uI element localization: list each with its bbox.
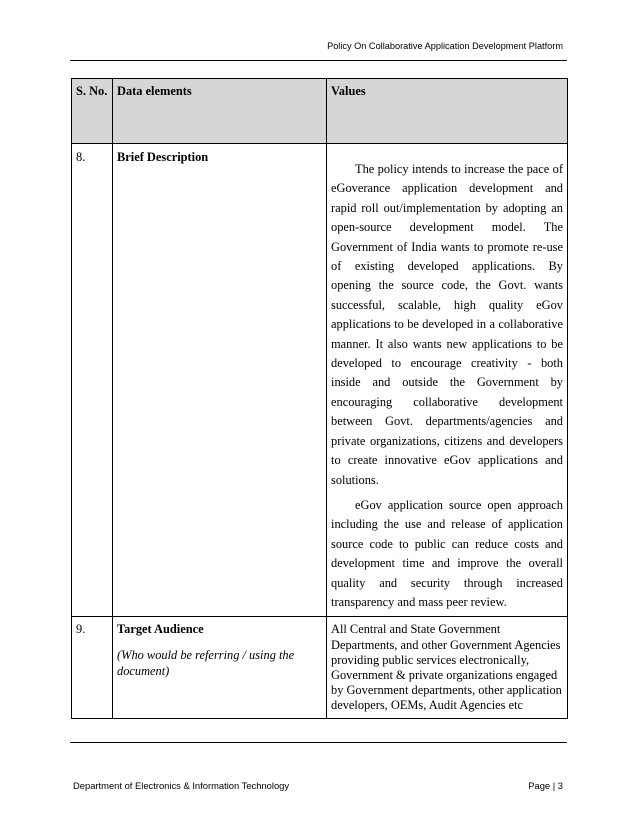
footer-rule <box>70 742 567 743</box>
description-paragraph: eGov application source open approach including the use and release of application source code to public can reduce costs and development time and improve the overall quality and security through increased transparency and mass peer review. <box>331 497 563 609</box>
header-rule <box>70 60 567 61</box>
column-header-values: Values <box>327 79 568 144</box>
row-value <box>327 144 568 617</box>
column-header-data-elements: Data elements <box>113 79 327 144</box>
row-element-title: Target Audience <box>117 622 204 637</box>
table-header-row <box>72 79 568 144</box>
row-element: Brief Description <box>113 144 327 617</box>
row-value: All Central and State Government Departments, and other Government Agencies providing public services electronically, Government & private organizations engaged by Government departments, other application developers, OEMs, Audit Agencies etc <box>327 617 568 718</box>
footer-department: Department of Electronics & Information Technology <box>73 780 290 791</box>
running-header: Policy On Collaborative Application Development Platform <box>327 41 563 51</box>
row-sno: 9. <box>72 617 113 718</box>
row-element-note: (Who would be referring / using the document) <box>117 648 295 679</box>
row-element <box>113 617 327 718</box>
table-row <box>72 617 568 718</box>
policy-table <box>71 78 568 719</box>
row-sno: 8. <box>72 144 113 617</box>
column-header-sno: S. No. <box>72 79 113 144</box>
description-paragraph: The policy intends to increase the pace of eGoverance application development and rapid roll out/implementation by adopting an open-source development model. The Government of India wants to promote re-use of existing developed applications. By opening the source code, the Govt. wants successful, scalable, high quality eGov applications to be developed in a collaborative manner. It also wants new applications to be developed to encourage creativity - both inside and outside the Government by encouraging collaborative development between Govt. departments/agencies and private organizations, citizens and developers to create innovative eGov applications and solutions. <box>331 162 563 487</box>
table-row <box>72 144 568 617</box>
footer-page-number: Page | 3 <box>528 780 563 791</box>
